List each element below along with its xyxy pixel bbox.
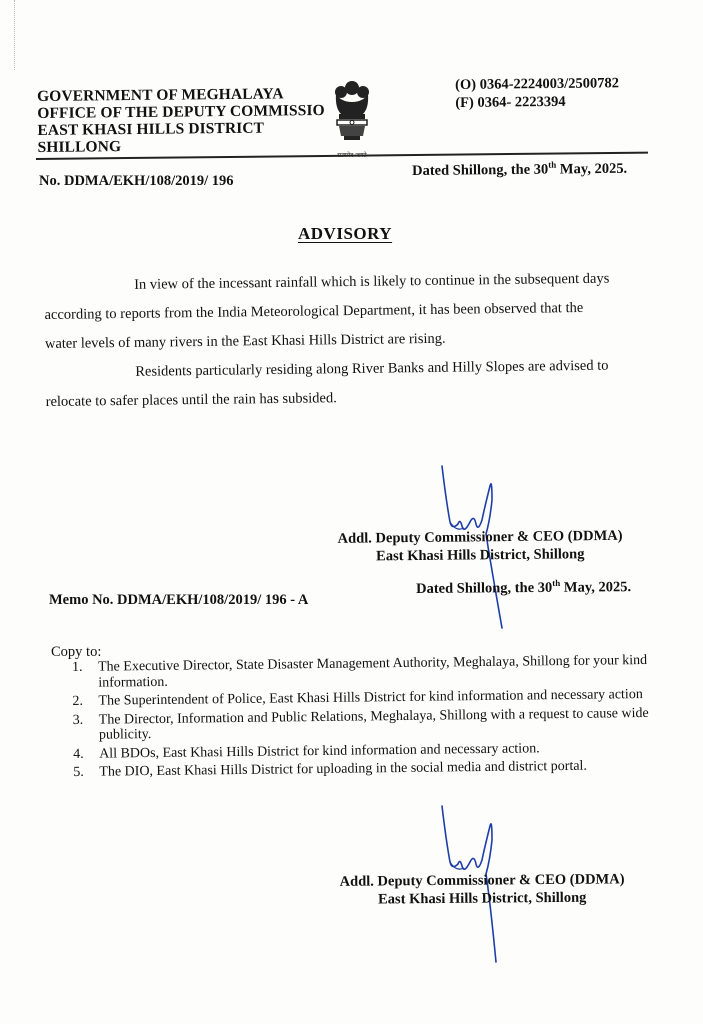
memo-number: Memo No. DDMA/EKH/108/2019/ 196 - A (49, 592, 309, 608)
paragraph-1-line-1: In view of the incessant rainfall which is likely to continue in the subsequent days (134, 270, 610, 293)
list-item (73, 758, 658, 781)
signature-1-designation: Addl. Deputy Commissioner & CEO (DDMA) (337, 527, 623, 547)
memo-date-prefix: Dated Shillong, the 30 (416, 579, 553, 597)
memo-date-month-year: May, 2025. (560, 579, 632, 596)
date-suffix-sup: th (548, 159, 557, 170)
memo-date (416, 579, 631, 598)
list-item-number: 2. (72, 693, 84, 709)
lion-capital-icon (327, 78, 377, 148)
list-item (72, 653, 657, 691)
memo-date-sup: th (552, 577, 561, 588)
letterhead (37, 85, 325, 156)
page-corner-mark (14, 0, 29, 70)
office-phone: (O) 0364-2224003/2500782 (455, 75, 620, 93)
list-item-text: The Director, Information and Public Relations, Meghalaya, Shillong with a request to cause wide publicity. (98, 705, 649, 743)
copy-to-heading: Copy to: (51, 644, 102, 660)
header-government: GOVERNMENT OF MEGHALAYA (37, 85, 284, 105)
list-item-number: 4. (73, 746, 84, 762)
list-item-text: The DIO, East Khasi Hills District for uploading in the social media and district portal. (99, 758, 587, 780)
reference-date (412, 161, 627, 180)
signature-1-block (320, 527, 640, 566)
header-office: OFFICE OF THE DEPUTY COMMISSIO (37, 101, 325, 122)
paragraph-2-line-1: Residents particularly residing along River Banks and Hilly Slopes are advised to (135, 357, 609, 380)
list-item-number: 1. (72, 659, 83, 675)
signature-2-designation: Addl. Deputy Commissioner & CEO (DDMA) (339, 871, 625, 890)
paragraph-2-line-2: relocate to safer places until the rain has subsided. (45, 390, 337, 410)
signature-1-office: East Khasi Hills District, Shillong (376, 546, 585, 565)
fax-number: (F) 0364- 2223394 (455, 93, 566, 111)
advisory-body (44, 264, 656, 417)
signature-2-office: East Khasi Hills District, Shillong (378, 889, 587, 908)
list-item-text: The Superintendent of Police, East Khasi Hills District for kind information and necessary action (98, 687, 643, 709)
list-item-text: The Executive Director, State Disaster Management Authority, Meghalaya, Shillong for your kind information. (97, 652, 648, 691)
date-month-year: May, 2025. (556, 160, 628, 178)
copy-to-list (72, 653, 658, 784)
document-title: ADVISORY (298, 224, 393, 243)
list-item (73, 705, 658, 743)
reference-number: No. DDMA/EKH/108/2019/ 196 (39, 173, 234, 189)
contact-numbers (455, 74, 619, 112)
signature-2-block (322, 870, 642, 909)
state-emblem (327, 78, 377, 154)
header-city: SHILLONG (37, 138, 122, 156)
list-item-number: 5. (73, 764, 84, 780)
header-district: EAST KHASI HILLS DISTRICT (37, 119, 265, 139)
list-item-text: All BDOs, East Khasi Hills District for kind information and necessary action. (99, 740, 540, 762)
paragraph-1-line-2: according to reports from the India Meteorological Department, it has been observed that the (44, 299, 584, 323)
date-prefix: Dated Shillong, the 30 (412, 161, 549, 179)
list-item-number: 3. (72, 712, 84, 728)
paragraph-1-line-3: water levels of many rivers in the East Khasi Hills District are rising. (44, 330, 446, 352)
